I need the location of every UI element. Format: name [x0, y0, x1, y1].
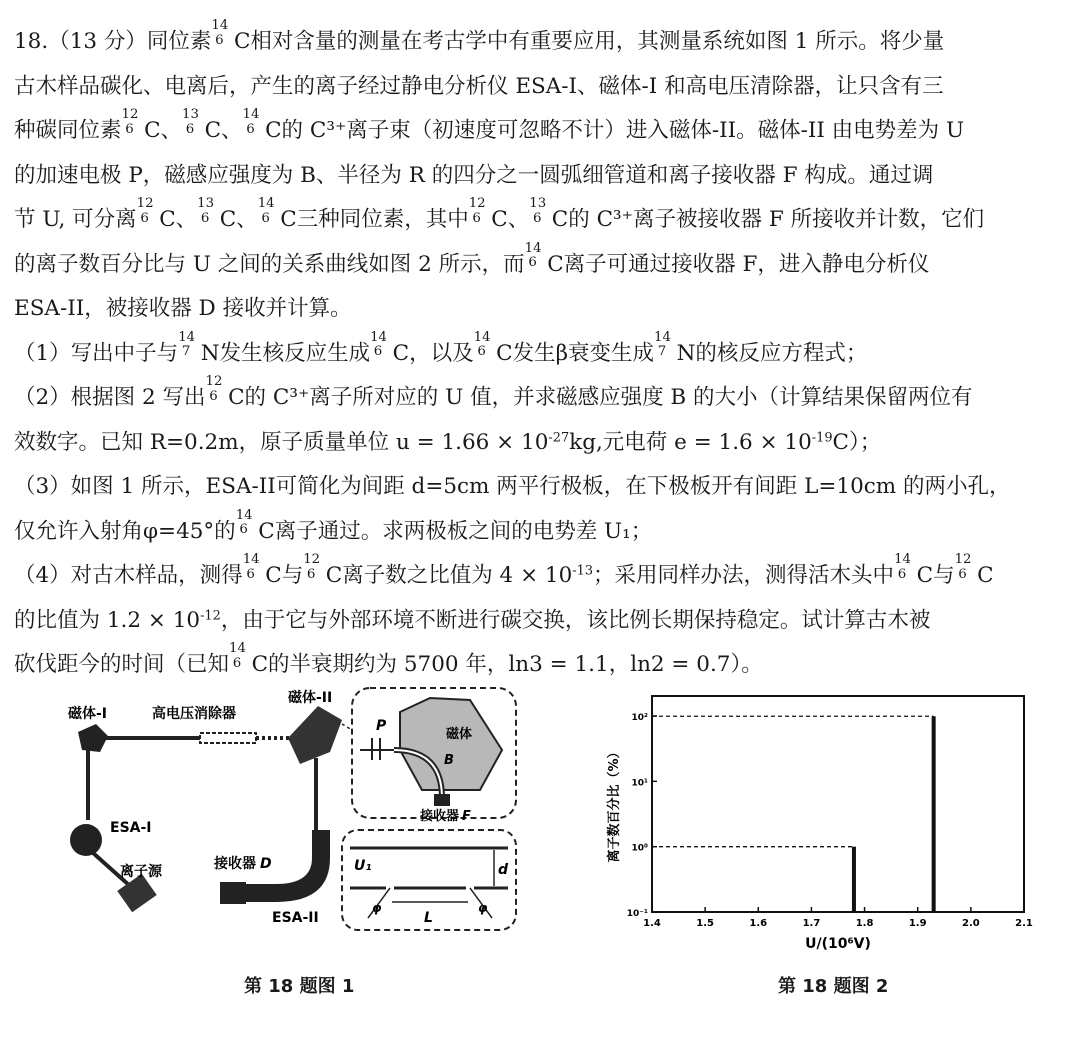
problem-text [14, 20, 1064, 688]
esa-1-shape [70, 824, 102, 856]
isotope-c14: 14 6 [211, 18, 229, 48]
figure-2-chart [600, 688, 1040, 958]
inset-receiver-f [434, 794, 450, 806]
question-4-cont2: 砍伐距今的时间（已知 14 6 C的半衰期约为 5700 年，ln3 = 1.1，ln2 = 0.7）。 [14, 641, 763, 677]
question-4: （4）对古木样品，测得 14 6 C与 12 6 C离子数之比值为 $4 \times 10^{-13}$；采用同样办法，测得活木头中 14 6 C与 12 6 C [14, 552, 994, 588]
ion-source-label: 离子源 [120, 864, 162, 880]
inset-connector [342, 724, 352, 730]
hv-label: 高电压消除器 [152, 706, 236, 722]
y-tick-label: 10² [631, 713, 648, 723]
x-tick-label: 1.9 [908, 918, 927, 929]
receiver-d [220, 882, 246, 904]
question-3-cont: 仅允许入射角φ=45°的 14 6 C离子通过。求两极板之间的电势差 U₁； [14, 507, 653, 544]
figure-1 [50, 680, 540, 950]
magnet-2-shape [288, 706, 342, 764]
magnet-1-label: 磁体-I [68, 706, 108, 722]
line-2: 古木样品碳化、电离后，产生的离子经过静电分析仪 ESA-I、磁体-I 和高电压清除器，让只含有三 [14, 73, 944, 99]
inset-phi-left: φ [372, 901, 382, 915]
peak-bar-1 [932, 716, 936, 912]
inset-p-label: P [376, 718, 387, 734]
x-tick-label: 2.1 [1015, 918, 1033, 929]
inset-d-label: d [498, 862, 509, 878]
question-3: （3）如图 1 所示，ESA-II可简化为间距 d=5cm 两平行极板，在下极板开有间距 L=10cm 的两小孔， [14, 474, 1011, 499]
magnet-2-label: 磁体-II [288, 690, 333, 706]
x-tick-label: 1.8 [855, 918, 874, 929]
x-tick-label: 1.6 [749, 918, 768, 929]
x-axis-label: U/(10⁶V) [805, 936, 871, 952]
y-tick-label: 10⁻¹ [626, 909, 648, 919]
esa-2-label: ESA-II [272, 910, 319, 926]
line-4: 的加速电极 P，磁感应强度为 B、半径为 R 的四分之一圆弧细管道和离子接收器 F 构成。通过调 [14, 162, 934, 188]
line-3: 种碳同位素 12 6 C、 13 6 C、 14 6 C的 C³⁺离子束（初速度可忽略不计）进入磁体-II。磁体-II 由电势差为 U [14, 107, 965, 143]
inset-receiver-f-label: 接收器 F [420, 809, 471, 824]
x-tick-label: 1.4 [643, 918, 661, 929]
esa-1-label: ESA-I [110, 820, 152, 836]
plot-frame [652, 696, 1024, 912]
inset-magnet-shape [400, 698, 502, 790]
figure-1-caption: 第 18 题图 1 [244, 976, 355, 997]
line-7: ESA-II，被接收器 D 接收并计算。 [14, 296, 352, 321]
question-1: （1）写出中子与 14 7 N发生核反应生成 14 6 C，以及 14 6 C发生β衰变生成 14 7 N的核反应方程式； [14, 329, 868, 366]
question-2-cont: 效数字。已知 R=0.2m，原子质量单位 $u = 1.66 \times 10^{-27}kg$,元电荷 $e = 1.6 \times 10^{-19}C$）； [14, 429, 882, 455]
line-1: 18.（13 分）同位素 14 6 C相对含量的测量在考古学中有重要应用，其测量系统如图 1 所示。将少量 [14, 18, 945, 54]
line-6: 的离子数百分比与 U 之间的关系曲线如图 2 所示，而 14 6 C离子可通过接收器 F，进入静电分析仪 [14, 240, 930, 277]
hv-eliminator [200, 733, 256, 743]
peak-bar-0 [852, 847, 856, 912]
inset-l-label: L [424, 910, 433, 926]
x-tick-label: 2.0 [961, 918, 980, 929]
y-tick-label: 10⁰ [631, 843, 648, 854]
esa-2-shape [246, 830, 330, 902]
y-axis-label: 离子数百分比（%） [607, 745, 622, 863]
x-tick-label: 1.7 [802, 918, 821, 929]
question-4-cont: 的比值为 $1.2 \times 10^{-12}$，由于它与外部环境不断进行碳交换，该比例长期保持稳定。试计算古木被 [14, 607, 931, 633]
receiver-d-label: 接收器 D [214, 856, 272, 872]
inset-u1-label: U₁ [354, 858, 372, 874]
figure-2-caption: 第 18 题图 2 [778, 976, 889, 997]
question-2: （2）根据图 2 写出 12 6 C的 C³⁺离子所对应的 U 值，并求磁感应强度 B 的大小（计算结果保留两位有 [14, 374, 973, 410]
inset-magnet-label: 磁体 [446, 727, 473, 742]
inset-phi-right: φ [478, 901, 488, 915]
line-5: 节 U, 可分离 12 6 C、 13 6 C、 14 6 C三种同位素，其中 12 6 C、 13 6 C的 C³⁺离子被接收器 F 所接收并计数，它们 [14, 196, 985, 232]
inset-b-label: B [444, 753, 454, 768]
y-tick-label: 10¹ [631, 778, 648, 789]
x-tick-label: 1.5 [696, 918, 715, 929]
